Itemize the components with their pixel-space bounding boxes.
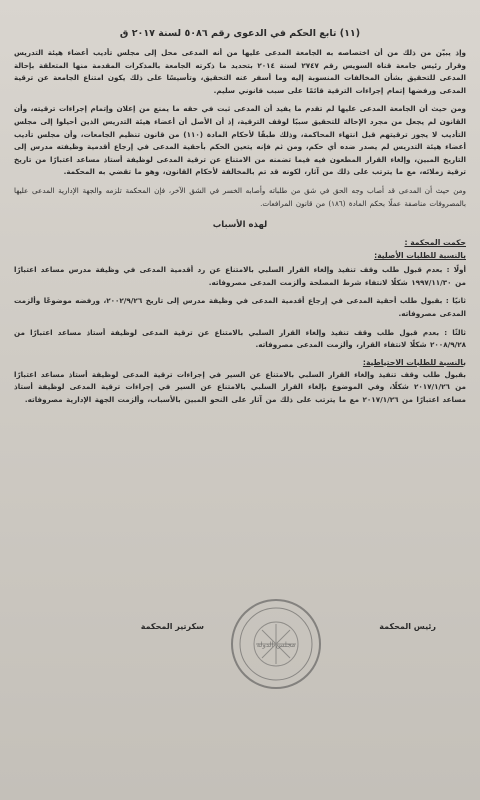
body-paragraph-1: وإذ يبيّن من ذلك من أن اختصاصه به الجامعة المدعى عليها من أنه المدعى محل إلى مجلس تأديب أعضاء هيئة التدريس وقرار رئيس جامعة قناة السويس رقم ٢٧٤٧ لسنة ٢٠١٤ بتحديد ما ذكرته الجامعة بالمذكرات المقدمة منها المتعلقة بإحالة المدعى للتحقيق بشأن المخالفات المنسوبة إليه وما أسفر عنه التحقيق، وتأسيسًا على ذلك يكون امتناع الجامعة عن ترقية المدعى ورفضها إتمام إجراءات الترقية قائمًا على سبب قانوني سليم. [14, 48, 466, 95]
reasons-heading: لهذه الأسباب [212, 220, 268, 231]
body-paragraph-2: ومن حيث أن الجامعة المدعى عليها لم تقدم ما يفيد أن المدعى ثبت في حقه ما يمنع من إعلان وإتمام إجراءات ترقيته، وأن القانون لم يجعل من مجرد الإحالة للتحقيق سببًا لوقف الترقية، إذ أن الأصل أن أعضاء هيئة التدريس الذين أحيلوا إلى مجلس التأديب لا يجوز ترقيتهم قبل انتهاء المحاكمة، وذلك طبقًا لأحكام المادة (١١٠) من قانون تنظيم الجامعات، وأن مجلس تأديب أعضاء هيئة التدريس لم يصدر ضده أي حكم، ومن ثم فإنه يتعين الحكم بأحقية المدعى في إرجاع أقدمية وظيفته مدرس إلى التاريخ المبين، وإلغاء القرار المطعون فيه فيما تضمنه من الامتناع عن ترقية المدعى لوظيفة أستاذ مساعد اعتبارًا من تاريخ ترقية زملائه، مع ما يترتب على ذلك من آثار، لكونه قد تم بالمخالفة لأحكام القانون، وهو ما تقضي به المحكمة. [14, 104, 466, 177]
ruling-item-1: أولًا : بعدم قبول طلب وقف تنفيذ وإلغاء القرار السلبي بالامتناع عن رد أقدمية المدعى في وظيفة مدرس مساعد اعتبارًا من ١٩٩٧/١١/٣٠ شكلًا لانتفاء شرط المصلحة وألزمت المدعى مصروفاته. [14, 265, 466, 287]
reserve-ruling: بقبول طلب وقف تنفيذ وإلغاء القرار السلبي بالامتناع عن السير في إجراءات ترقية المدعى لوظيفة أستاذ مساعد اعتبارًا من ٢٠١٧/١/٢٦ شكلًا، وفي الموضوع بإلغاء القرار السلبي بالامتناع عن السير في إجراءات ترقية المدعى لوظيفة أستاذ مساعد اعتبارًا من ٢٠١٧/١/٢٦ مع ما يترتب على ذلك من آثار على النحو المبين بالأسباب، وألزمت الجهة الإدارية مصروفاته. [14, 369, 466, 404]
signature-president: رئيس المحكمة [379, 622, 436, 631]
ruling-item-2: ثانيًا : بقبول طلب أحقية المدعى في إرجاع أقدمية المدعى في وظيفة مدرس إلى تاريخ ٢٠٠٢/٩/٢٦، ورفضه موضوعًا وألزمت المدعى مصروفاته. [14, 296, 466, 318]
reserve-requests-title: بالنسبة للطلبات الاحتياطية: [362, 357, 466, 367]
ruling-item-3: ثالثًا : بعدم قبول طلب وقف تنفيذ وإلغاء القرار السلبي بالامتناع عن ترقية المدعى لوظيفة أستاذ مساعد اعتبارًا من ٢٠٠٨/٩/٢٨ شكلًا لانتفاء القرار، وألزمت المدعى مصروفاته. [14, 327, 466, 350]
page-header: (١١) تابع الحكم في الدعوى رقم ٥٠٨٦ لسنة ٢٠١٧ ق [119, 28, 361, 39]
original-requests-title: بالنسبة للطلبات الأصلية: [374, 251, 466, 261]
body-paragraph-3: ومن حيث أن المدعى قد أصاب وجه الحق في شق من طلباته وأصابه الخسر في الشق الآخر، فإن المحكمة تلزمه والجهة الإدارية المدعى عليها بالمصروفات مناصفة عملًا بحكم المادة (١٨٦) من قانون المرافعات. [14, 185, 466, 208]
seal-text: مجلس الدولة [256, 641, 296, 649]
court-label: حكمت المحكمة : [404, 238, 466, 248]
court-seal-icon [228, 596, 324, 692]
signature-secretary: سكرتير المحكمة [140, 622, 204, 631]
